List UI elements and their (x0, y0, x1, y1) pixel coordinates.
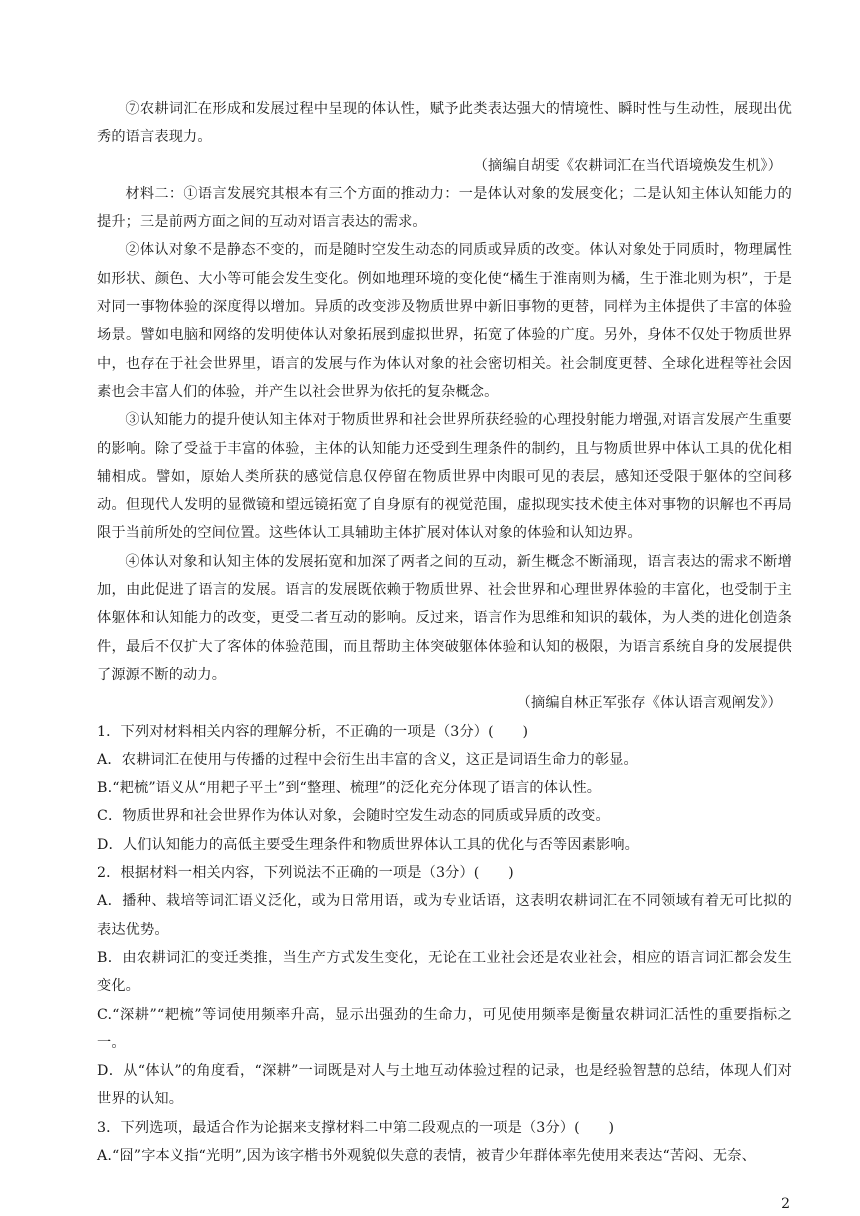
question-2-option-c: C.“深耕”“耙梳”等词使用频率升高，显示出强劲的生命力，可见使用频率是衡量农耕词汇活性的重要指标之一。 (97, 1006, 792, 1051)
material-two-paragraph-4: ④体认对象和认知主体的发展拓宽和加深了两者之间的互动，新生概念不断涌现，语言表达的需求不断增加，由此促进了语言的发展。语言的发展既依赖于物质世界、社会世界和心理世界体验的丰富化，也受制于主体躯体和认知能力的改变，更受二者互动的影响。反过来，语言作为思维和知识的载体，为人类的进化创造条件，最后不仅扩大了客体的体验范围，而且帮助主体突破躯体体验和认知的极限，为语言系统自身的发展提供了源源不断的动力。 (97, 553, 792, 683)
page-number: 2 (781, 1196, 790, 1212)
question-3-option-a: A.“囧”字本义指“光明”,因为该字楷书外观貌似失意的表情，被青少年群体率先使用来表达“苦闷、无奈、 (97, 1147, 756, 1164)
question-3-stem: 3．下列选项，最适合作为论据来支撑材料二中第二段观点的一项是（3分）( ) (97, 1119, 615, 1136)
material-two-paragraph-1: 材料二：①语言发展究其根本有三个方面的推动力：一是体认对象的发展变化；二是认知主体认知能力的提升；三是前两方面之间的互动对语言表达的需求。 (97, 185, 792, 231)
question-1-option-d: D．人们认知能力的高低主要受生理条件和物质世界体认工具的优化与否等因素影响。 (97, 836, 640, 853)
question-2-option-b: B．由农耕词汇的变迁类推，当生产方式发生变化，无论在工业社会还是农业社会，相应的语言词汇都会发生变化。 (97, 949, 792, 995)
question-1-option-c: C．物质世界和社会世界作为体认对象，会随时空发生动态的同质或异质的改变。 (97, 808, 610, 825)
source-citation-1: （摘编自胡雯《农耕词汇在当代语境焕发生机》） (473, 157, 782, 174)
question-2-option-d: D．从“体认”的角度看，“深耕”一词既是对人与土地互动体验过程的记录，也是经验智慧的总结，体现人们对世界的认知。 (97, 1063, 792, 1108)
question-1-option-b: B.“耙梳”语义从“用耙子平土”到“整理、梳理”的泛化充分体现了语言的体认性。 (97, 780, 602, 797)
question-2-stem: 2．根据材料一相关内容，下列说法不正确的一项是（3分）( ) (97, 865, 514, 882)
document-body (97, 95, 792, 1170)
paragraph-7: ⑦农耕词汇在形成和发展过程中呈现的体认性，赋予此类表达强大的情境性、瞬时性与生动性，展现出优秀的语言表现力。 (97, 101, 792, 146)
material-two-paragraph-3: ③认知能力的提升使认知主体对于物质世界和社会世界所获经验的心理投射能力增强,对语言发展产生重要的影响。除了受益于丰富的体验，主体的认知能力还受到生理条件的制约，且与物质世界中体认工具的优化相辅相成。譬如，原始人类所获的感觉信息仅停留在物质世界中肉眼可见的表层，感知还受限于躯体的空间移动。但现代人发明的显微镜和望远镜拓宽了自身原有的视觉范围，虚拟现实技术使主体对事物的识解也不再局限于当前所处的空间位置。这些体认工具辅助主体扩展对体认对象的体验和认知边界。 (97, 412, 792, 542)
material-two-paragraph-2: ②体认对象不是静态不变的，而是随时空发生动态的同质或异质的改变。体认对象处于同质时，物理属性如形状、颜色、大小等可能会发生变化。例如地理环境的变化使“橘生于淮南则为橘，生于淮北则为枳”，于是对同一事物体验的深度得以增加。异质的改变涉及物质世界中新旧事物的更替，同样为主体提供了丰富的体验场景。譬如电脑和网络的发明使体认对象拓展到虚拟世界，拓宽了体验的广度。另外，身体不仅处于物质世界中，也存在于社会世界里，语言的发展与作为体认对象的社会密切相关。社会制度更替、全球化进程等社会因素也会丰富人们的体验，并产生以社会世界为依托的复杂概念。 (97, 242, 792, 400)
question-2-option-a: A．播种、栽培等词汇语义泛化，或为日常用语，或为专业话语，这表明农耕词汇在不同领域有着无可比拟的表达优势。 (97, 893, 792, 938)
question-1-option-a: A．农耕词汇在使用与传播的过程中会衍生出丰富的含义，这正是词语生命力的彰显。 (97, 751, 638, 768)
question-1-stem: 1．下列对材料相关内容的理解分析，不正确的一项是（3分）( ) (97, 723, 529, 740)
source-citation-2: （摘编自林正军张存《体认语言观阐发》） (516, 695, 782, 712)
